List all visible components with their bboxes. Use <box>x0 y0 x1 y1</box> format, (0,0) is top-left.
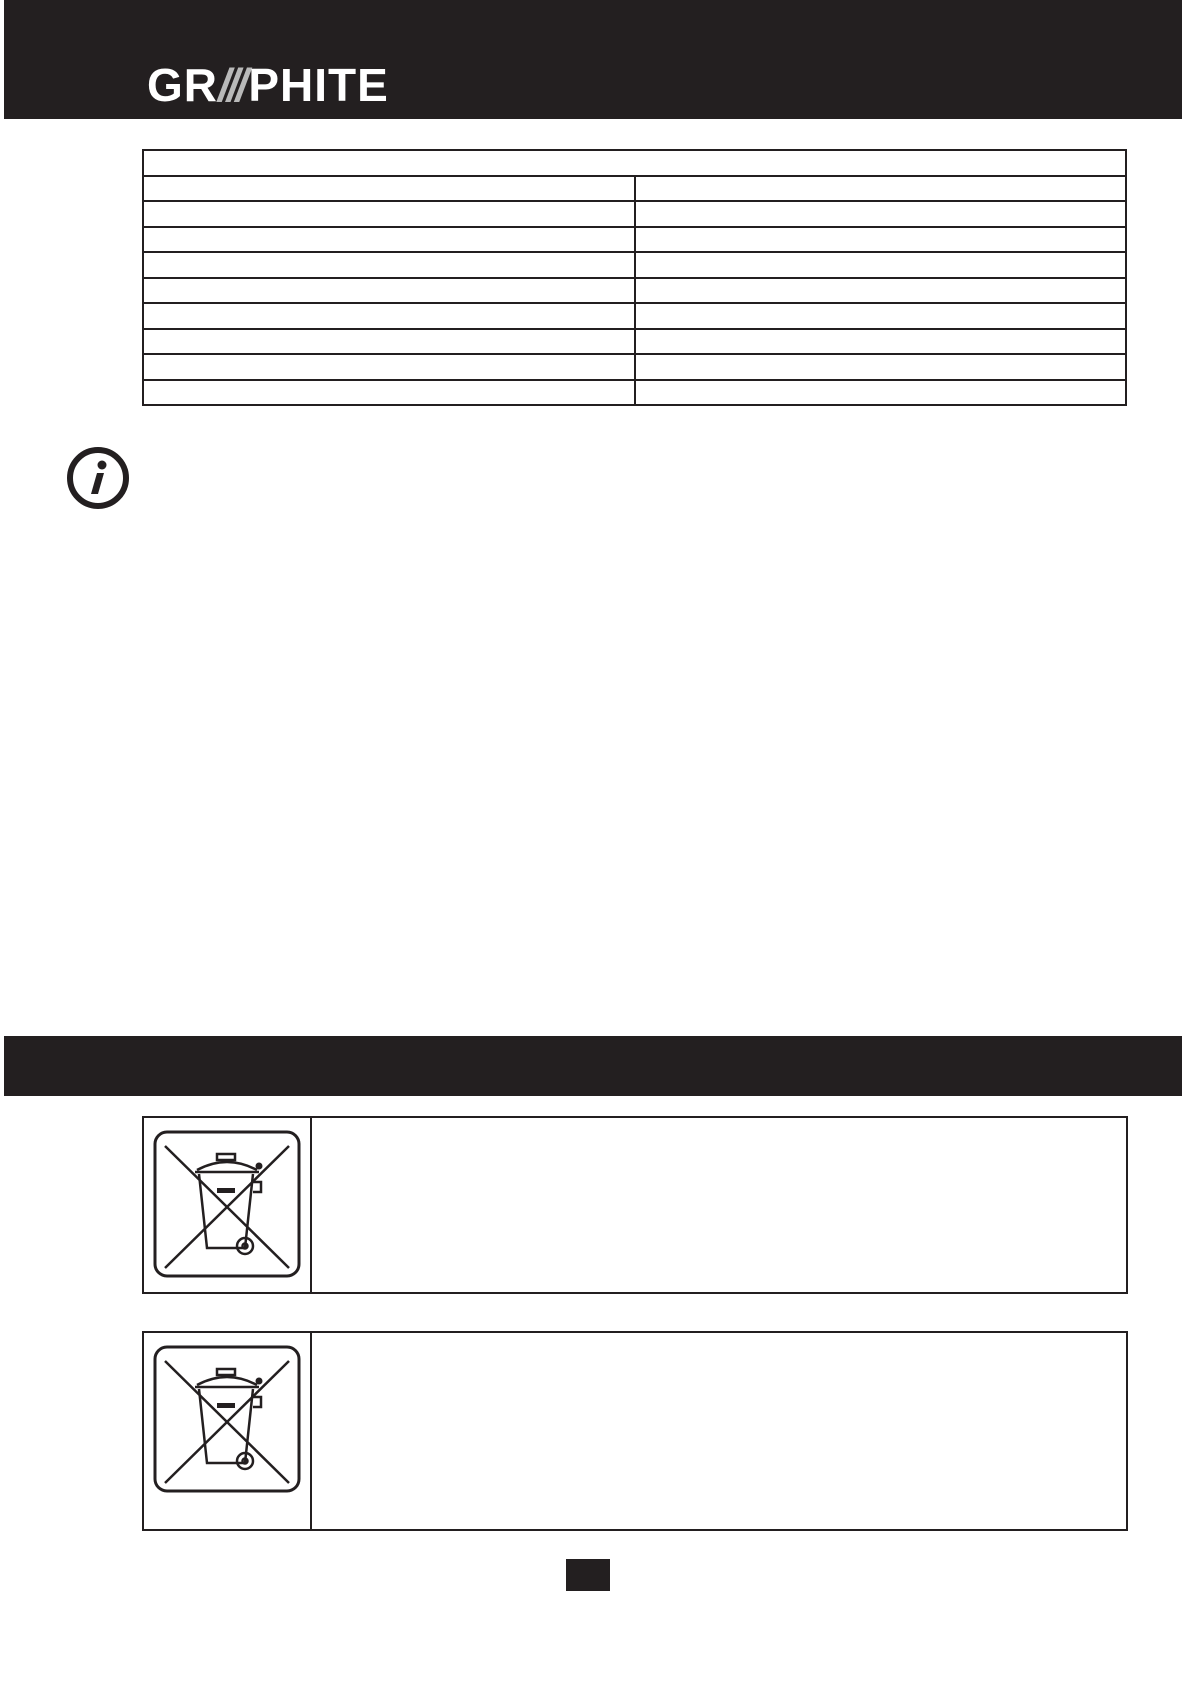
page-number <box>566 1559 610 1591</box>
spec-value <box>635 354 1127 380</box>
spec-value <box>635 329 1127 355</box>
crossed-out-wheelie-bin-icon <box>153 1345 301 1493</box>
table-row <box>143 303 1126 329</box>
spec-label <box>143 252 635 278</box>
spec-label <box>143 227 635 253</box>
spec-label <box>143 176 635 202</box>
table-row <box>143 354 1126 380</box>
spec-table-title-row <box>143 150 1126 176</box>
table-row <box>143 227 1126 253</box>
spec-value <box>635 303 1127 329</box>
graphite-logo: GR///PHITE <box>147 59 389 111</box>
disposal-notice-text <box>312 1118 1126 1292</box>
table-row <box>143 201 1126 227</box>
table-row <box>143 278 1126 304</box>
spec-label <box>143 354 635 380</box>
spec-value <box>635 176 1127 202</box>
spec-value <box>635 201 1127 227</box>
table-row <box>143 176 1126 202</box>
disposal-icon-cell <box>144 1333 312 1529</box>
crossed-out-wheelie-bin-icon <box>153 1130 301 1278</box>
spec-label <box>143 303 635 329</box>
spec-label <box>143 329 635 355</box>
spec-table-title <box>143 150 1126 176</box>
spec-table <box>142 149 1127 406</box>
info-icon <box>66 446 130 510</box>
spec-value <box>635 278 1127 304</box>
spec-label <box>143 278 635 304</box>
disposal-notice-text <box>312 1333 1126 1529</box>
section-band <box>4 1036 1182 1096</box>
table-row <box>143 252 1126 278</box>
header-band <box>4 0 1182 119</box>
spec-value <box>635 252 1127 278</box>
spec-label <box>143 380 635 406</box>
spec-value <box>635 380 1127 406</box>
spec-value <box>635 227 1127 253</box>
disposal-notice-box <box>142 1116 1128 1294</box>
disposal-icon-cell <box>144 1118 312 1292</box>
table-row <box>143 329 1126 355</box>
spec-label <box>143 201 635 227</box>
table-row <box>143 380 1126 406</box>
battery-disposal-notice-box <box>142 1331 1128 1531</box>
